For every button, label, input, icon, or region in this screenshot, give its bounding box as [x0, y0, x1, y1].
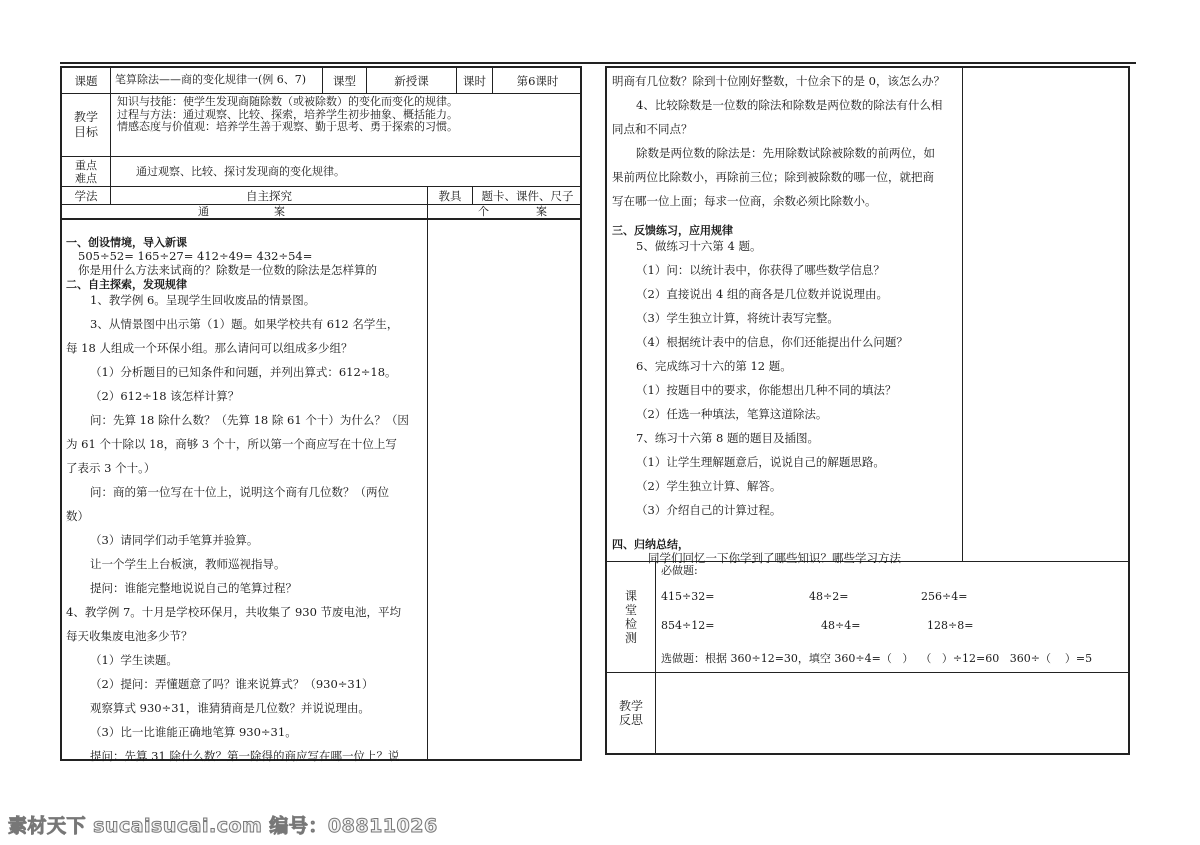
body-line: （1）学生读题。: [90, 653, 178, 667]
body-line: （3）介绍自己的计算过程。: [636, 503, 782, 517]
body-line: （2）直接说出 4 组的商各是几位数并说说理由。: [636, 287, 888, 301]
test-label-char1: 课: [624, 589, 637, 603]
method-label: 学法: [62, 186, 110, 204]
type-value: 新授课: [366, 68, 456, 93]
body-line: 了表示 3 个十。）: [66, 461, 156, 475]
topic-label: 课题: [74, 73, 98, 88]
body-line: 1、教学例 6。呈现学生回收废品的情景图。: [90, 293, 316, 307]
body-line: （3）比一比谁能正确地笔算 930÷31。: [90, 725, 297, 739]
body-line: 让一个学生上台板演，教师巡视指导。: [90, 557, 286, 571]
personal-plan-char2: 案: [536, 205, 547, 218]
body-line: （2）612÷18 该怎样计算？: [90, 389, 240, 403]
test-label-char4: 测: [624, 631, 637, 645]
body-line: 同学们回忆一下你学到了哪些知识？哪些学习方法: [648, 551, 901, 565]
body-line: （2）学生独立计算、解答。: [636, 479, 782, 493]
body-line: （2）任选一种填法，笔算这道除法。: [636, 407, 828, 421]
body-line: 观察算式 930÷31，谁猜猜商是几位数？并说说理由。: [90, 701, 370, 715]
section-heading: 三、反馈练习，应用规律: [612, 224, 733, 237]
objectives-label-line2: 目标: [73, 125, 98, 139]
body-line: 3、从情景图中出示第（1）题。如果学校共有 612 名学生，: [90, 317, 399, 331]
objectives-label: [62, 93, 110, 156]
body-line: 果前两位比除数小，再除前三位；除到被除数的哪一位，就把商: [612, 170, 934, 184]
objective-attitude: 情感态度与价值观：培养学生善于观察、勤于思考、勇于探索的习惯。: [117, 120, 458, 133]
body-line: 每 18 人组成一个环保小组。那么请问可以组成多少组？: [66, 341, 353, 355]
body-line: 4、比较除数是一位数的除法和除数是两位数的除法有什么相: [636, 98, 943, 112]
tools-label: 教具: [427, 186, 472, 204]
body-line: 4、教学例 7。十月是学校环保月，共收集了 930 节废电池，平均: [66, 605, 402, 619]
test-problem: 48÷2=: [809, 590, 849, 603]
body-line: 问：商的第一位写在十位上，说明这个商有几位数？（两位: [90, 485, 389, 499]
topic-value: 笔算除法——商的变化规律一(例 6、7): [110, 68, 322, 93]
test-problem: 854÷12=: [661, 619, 715, 632]
body-line: （4）根据统计表中的信息，你们还能提出什么问题？: [636, 335, 908, 349]
objective-knowledge: 知识与技能：使学生发现商随除数（或被除数）的变化而变化的规律。: [117, 95, 458, 108]
reflection-label-line2: 反思: [618, 713, 643, 727]
classroom-test-content: [655, 561, 1128, 672]
body-line: （1）让学生理解题意后，说说自己的解题思路。: [636, 455, 885, 469]
reflection-label-line1: 教学: [618, 699, 643, 713]
test-problem: 256÷4=: [921, 590, 968, 603]
body-line: （3）学生独立计算，将统计表写完整。: [636, 311, 839, 325]
optional-problem: 选做题：根据 360÷12=30，填空 360÷4=（ ） （ ）÷12=60 360÷（ ）=5: [661, 652, 1093, 665]
body-line: 5、做练习十六第 4 题。: [636, 239, 762, 253]
key-points-value: 通过观察、比较、探讨发现商的变化规律。: [110, 156, 582, 186]
body-line: 提问：谁能完整地说说自己的笔算过程？: [90, 581, 297, 595]
common-plan-char2: 案: [274, 205, 285, 218]
test-label-char2: 堂: [624, 603, 637, 617]
test-problem: 415÷32=: [661, 590, 715, 603]
body-line: （1）问：以统计表中，你获得了哪些数学信息？: [636, 263, 885, 277]
section-heading: 二、自主探索，发现规律: [66, 278, 187, 291]
test-problem: 128÷8=: [927, 619, 974, 632]
body-line: 数）: [66, 509, 89, 523]
reflection-content: [655, 672, 1128, 753]
body-line: 为 61 个十除以 18，商够 3 个十，所以第一个商应写在十位上写: [66, 437, 397, 451]
objectives-content: [110, 93, 582, 156]
method-value: 自主探究: [110, 186, 427, 204]
body-line: 写在哪一位上面；每求一位商，余数必须比除数小。: [612, 194, 877, 208]
body-line: 明商有几位数？除到十位刚好整数，十位余下的是 0，该怎么办？: [612, 74, 945, 88]
watermark: 素材天下 sucaisucai.com 编号：08811026: [8, 815, 438, 837]
personal-plan-char1: 个: [478, 205, 489, 218]
objectives-label-line1: 教学: [73, 110, 98, 124]
test-problem: 48÷4=: [821, 619, 861, 632]
body-line: 问：先算 18 除什么数？（先算 18 除 61 个十）为什么？（因: [90, 413, 409, 427]
body-line: （1）按题目中的要求，你能想出几种不同的填法？: [636, 383, 897, 397]
body-line: （2）提问：弄懂题意了吗？谁来说算式？（930÷31）: [90, 677, 374, 691]
body-line: （1）分析题目的已知条件和问题，并列出算式：612÷18。: [90, 365, 397, 379]
tools-value: 题卡、课件、尺子: [472, 186, 582, 204]
key-points-label-line1: 重点: [75, 158, 97, 172]
body-line: 提问：先算 31 除什么数？第一除得的商应写在哪一位上？说: [90, 749, 400, 763]
section-heading: 四、归纳总结，: [612, 538, 689, 551]
body-line: 你是用什么方法来试商的？除数是一位数的除法是怎样算的: [78, 263, 377, 277]
body-line: 除数是两位数的除法是：先用除数试除被除数的前两位，如: [636, 146, 935, 160]
type-label: 课型: [322, 68, 366, 93]
test-label-char3: 检: [624, 617, 637, 631]
personal-plan-continued: [962, 68, 1128, 561]
objective-process: 过程与方法：通过观察、比较、探索，培养学生初步抽象、概括能力。: [117, 107, 458, 121]
body-line: 7、练习十六第 8 题的题目及插图。: [636, 431, 819, 445]
body-line: 同点和不同点？: [612, 122, 693, 136]
reflection-label: [607, 672, 655, 753]
classroom-test-label: [607, 561, 655, 672]
personal-plan-body: [427, 218, 582, 759]
body-line: 每天收集废电池多少节？: [66, 629, 193, 643]
body-line: 505÷52= 165÷27= 412÷49= 432÷54=: [78, 249, 313, 263]
body-line: 6、完成练习十六的第 12 题。: [636, 359, 792, 373]
common-plan-char1: 通: [198, 205, 209, 218]
common-plan-header: [62, 204, 427, 218]
period-value: 第6课时: [492, 68, 582, 93]
key-points-label: [62, 156, 110, 186]
period-label: 课时: [456, 68, 492, 93]
section-heading: 一、创设情境，导入新课: [66, 236, 187, 249]
required-label: 必做题:: [661, 564, 698, 577]
body-line: （3）请同学们动手笔算并验算。: [90, 533, 259, 547]
key-points-label-line2: 难点: [75, 171, 97, 185]
personal-plan-header: [427, 204, 582, 218]
top-rule: [60, 62, 1136, 64]
